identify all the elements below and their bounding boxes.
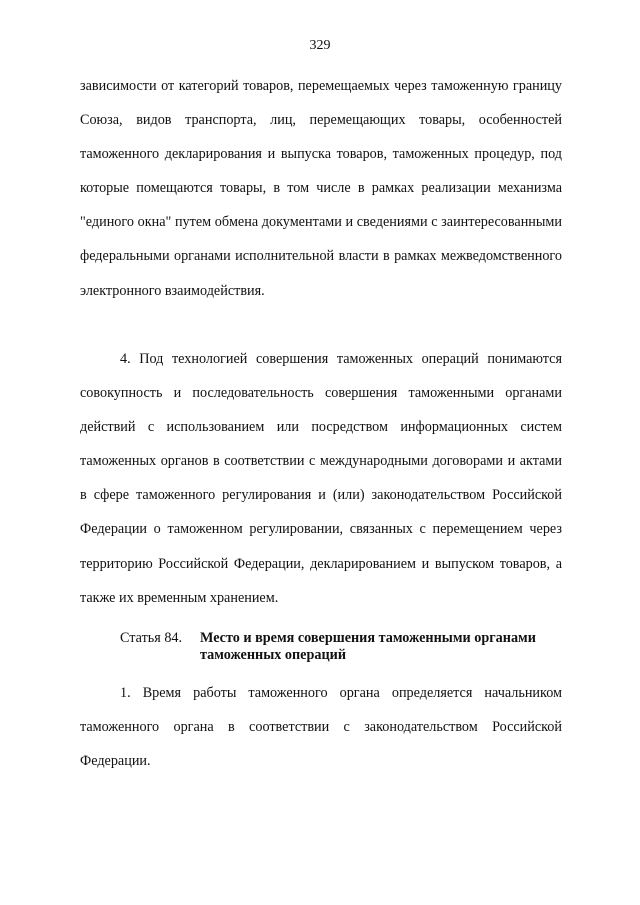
article-title: Место и время совершения таможенными органами таможенных операций (200, 630, 536, 663)
paragraph-item-4: 4. Под технологией совершения таможенных операций понимаются совокупность и последовательность совершения таможенными органами действий с использованием или посредством информационных систем таможенных органов в соответствии с международными договорами и актами в сфере таможенного регулирования и (или) законодательством Российской Федерации о таможенном регулировании, связанных с перемещением через территорию Российской Федерации, декларированием и выпуском товаров, а также их временным хранением. (80, 351, 562, 606)
paragraph-item-1: 1. Время работы таможенного органа определяется начальником таможенного органа в соответствии с законодательством Российской Федерации. (80, 685, 562, 770)
article-number: Статья 84. (120, 630, 183, 646)
paragraph-continuation: зависимости от категорий товаров, перемещаемых через таможенную границу Союза, видов транспорта, лиц, перемещающих товары, особенностей таможенного декларирования и выпуска товаров, таможенных процедур, под которые помещаются товары, в том числе в рамках реализации механизма "единого окна" путем обмена документами и сведениями с заинтересованными федеральными органами исполнительной власти в рамках межведомственного электронного взаимодействия. (80, 78, 562, 299)
page-number: 329 (309, 38, 331, 53)
